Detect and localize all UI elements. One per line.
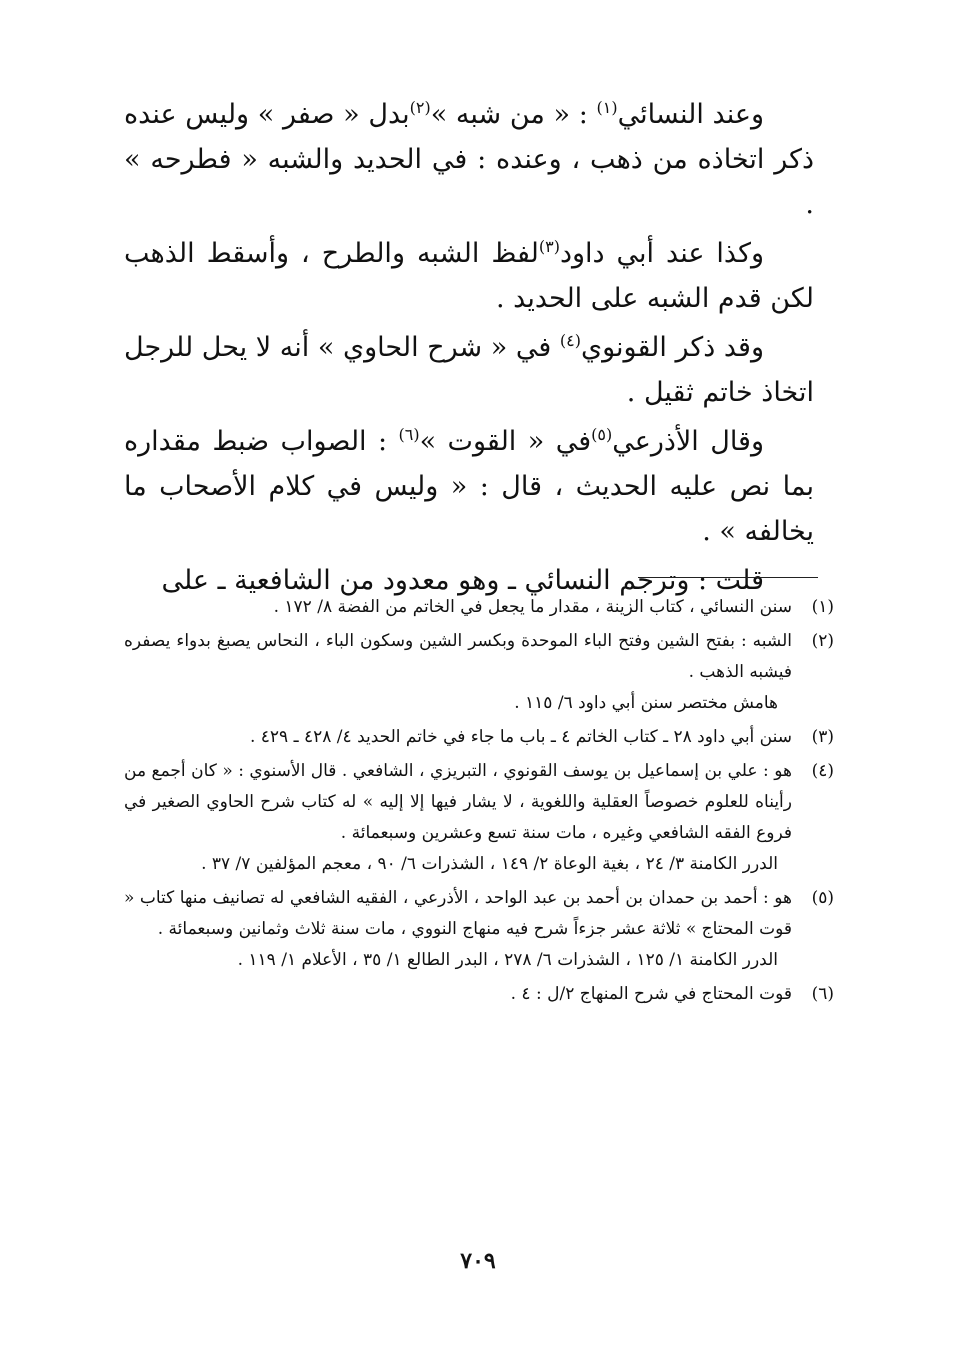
paragraph-p1	[124, 92, 814, 227]
footnote-body	[124, 592, 792, 623]
paragraph-p2	[124, 231, 814, 321]
footnotes-section	[124, 592, 834, 1013]
footnote-reference: (٤)	[559, 331, 581, 350]
footnote-text: سنن النسائي ، كتاب الزينة ، مقدار ما يجعل في الخاتم من الفضة ٨/ ١٧٢ .	[273, 597, 792, 617]
footnote-text: الشبه : بفتح الشين وفتح الباء الموحدة وبكسر الشين وسكون الباء ، النحاس يصبغ بدواء يصفره فيشبه الذهب .	[124, 631, 792, 682]
footnote-number: (١)	[811, 597, 834, 617]
footnote-body	[124, 756, 792, 880]
footnote-number: (٦)	[811, 984, 834, 1004]
paragraph-text: وعند النسائي	[617, 99, 764, 130]
footnote-number: (٥)	[811, 888, 834, 908]
footnote-source: الدرر الكامنة ٣/ ٢٤ ، بغية الوعاة ٢/ ١٤٩ ، الشذرات ٦/ ٩٠ ، معجم المؤلفين ٧/ ٣٧ .	[201, 854, 778, 874]
footnote-item	[124, 756, 834, 880]
paragraph-p4	[124, 419, 814, 554]
footnote-body	[124, 722, 792, 753]
footnote-text: سنن أبي داود ٢٨ ـ كتاب الخاتم ٤ ـ باب ما جاء في خاتم الحديد ٤/ ٤٢٨ ـ ٤٢٩ .	[249, 727, 792, 747]
footnote-reference: (٣)	[538, 237, 560, 256]
footnote-item	[124, 979, 834, 1010]
footnote-source: هامش مختصر سنن أبي داود ٦/ ١١٥ .	[514, 693, 778, 713]
footnote-item	[124, 626, 834, 719]
footnote-number: (٣)	[811, 727, 834, 747]
paragraph-text: في « شرح الحاوي » أنه لا يحل للرجل اتخاذ خاتم ثقيل .	[124, 332, 814, 408]
paragraph-text: وقال الأذرعي	[612, 426, 764, 457]
paragraph-text: قلت : وترجم النسائي ـ وهو معدود من الشافعية ـ على	[161, 565, 764, 596]
footnote-number: (٤)	[811, 761, 834, 781]
paragraph-text: بدل « صفر » وليس عنده ذكر اتخاذه من ذهب ، وعنده : في الحديد والشبه « فطرحه » .	[124, 99, 814, 220]
footnote-source: الدرر الكامنة ١/ ١٢٥ ، الشذرات ٦/ ٢٧٨ ، البدر الطالع ١/ ٣٥ ، الأعلام ١/ ١١٩ .	[237, 950, 778, 970]
footnote-reference: (٢)	[409, 98, 431, 117]
paragraph-text: في « القوت »	[419, 426, 592, 457]
footnote-item	[124, 883, 834, 976]
paragraph-p3	[124, 325, 814, 415]
footnote-reference: (١)	[596, 98, 618, 117]
footnote-reference: (٦)	[398, 425, 420, 444]
paragraph-text: لفظ الشبه والطرح ، وأسقط الذهب لكن قدم الشبه على الحديد .	[124, 238, 814, 314]
footnote-item	[124, 722, 834, 753]
footnote-number: (٢)	[811, 631, 834, 651]
footnote-text: هو : أحمد بن حمدان بن أحمد بن عبد الواحد ، الأذرعي ، الفقيه الشافعي له تصانيف منها كتاب « قوت المحتاج » ثلاثة عشر جزءاً شرح فيه منهاج النووي ، مات سنة ثلاث وثمانين وسبعمائة .	[124, 888, 792, 939]
paragraph-text: وقد ذكر القونوي	[580, 332, 764, 363]
footnote-separator	[638, 577, 818, 578]
footnote-text: قوت المحتاج في شرح المنهاج ٢/ل : ٤ .	[510, 984, 792, 1004]
footnote-text: هو : علي بن إسماعيل بن يوسف القونوي ، التبريزي ، الشافعي . قال الأسنوي : « كان أجمع من رأيناه للعلوم خصوصاً العقلية واللغوية ، لا يشار فيها إلا إليه » له كتاب شرح الحاوي الصغير في فروع الفقه الشافعي وغيره ، مات سنة تسع وعشرين وسبعمائة .	[124, 761, 792, 843]
footnote-body	[124, 883, 792, 976]
footnote-body	[124, 979, 792, 1010]
paragraph-text: وكذا عند أبي داود	[559, 238, 764, 269]
footnote-reference: (٥)	[591, 425, 613, 444]
footnote-body	[124, 626, 792, 719]
page-number: ٧٠٩	[460, 1248, 496, 1274]
footnote-item	[124, 592, 834, 623]
paragraph-text: : الصواب ضبط مقداره بما نص عليه الحديث ، قال : « وليس في كلام الأصحاب ما يخالفه » .	[124, 426, 814, 547]
paragraph-text: : « من شبه »	[430, 99, 597, 130]
main-text-body	[124, 92, 814, 607]
